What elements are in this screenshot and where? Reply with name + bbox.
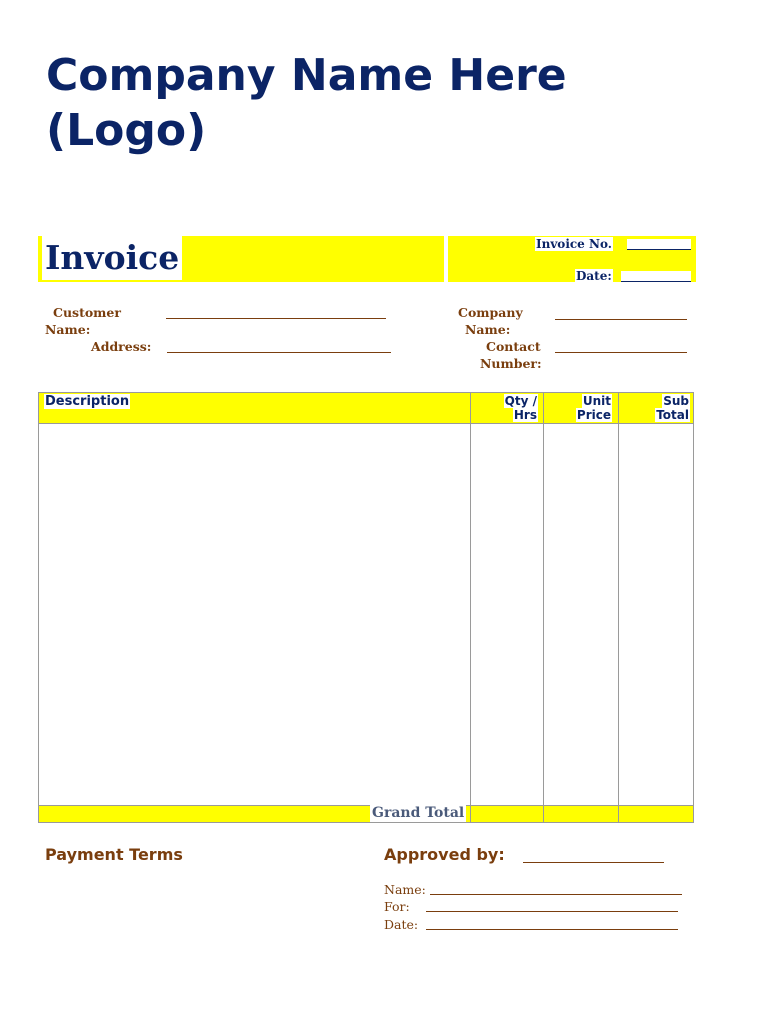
sign-date-label: Date: <box>384 917 419 932</box>
invoice-heading: Invoice <box>42 236 182 280</box>
company-title-line2: (Logo) <box>46 105 207 156</box>
contact-number-label-line1: Contact <box>486 339 541 354</box>
invoice-number-label: Invoice No. <box>536 237 612 251</box>
column-divider <box>543 392 544 823</box>
payment-terms-heading: Payment Terms <box>45 845 183 864</box>
sign-name-label: Name: <box>384 882 426 897</box>
customer-name-field[interactable] <box>166 318 386 319</box>
invoice-number-field[interactable] <box>627 239 691 250</box>
sub-header-line1: Sub <box>663 394 689 408</box>
qty-header-line2: Hrs <box>513 408 537 422</box>
qty-header-line1: Qty / <box>504 394 537 408</box>
sign-for-label: For: <box>384 899 410 914</box>
column-header-qty <box>472 394 538 422</box>
column-divider <box>470 392 471 823</box>
items-table <box>38 392 694 823</box>
column-header-description: Description <box>45 394 130 409</box>
approved-by-field[interactable] <box>523 862 664 863</box>
column-divider <box>618 392 619 823</box>
customer-name-label-line2: Name: <box>45 322 91 337</box>
company-title <box>46 48 646 158</box>
column-header-unit-price <box>545 394 612 422</box>
customer-name-label-line1: Customer <box>53 305 121 320</box>
sign-for-field[interactable] <box>426 911 678 912</box>
contact-number-field[interactable] <box>555 352 687 353</box>
customer-address-label: Address: <box>91 339 152 354</box>
grand-total-label: Grand Total <box>372 805 465 821</box>
unit-header-line1: Unit <box>582 394 611 408</box>
company-name-field[interactable] <box>555 319 687 320</box>
customer-address-field[interactable] <box>167 352 391 353</box>
sign-date-field[interactable] <box>426 929 678 930</box>
invoice-date-field[interactable] <box>621 271 691 282</box>
column-header-sub-total <box>620 394 690 422</box>
company-name-label-line2: Name: <box>465 322 511 337</box>
company-name-label-line1: Company <box>458 305 523 320</box>
contact-number-label-line2: Number: <box>480 356 542 371</box>
sub-header-line2: Total <box>656 408 689 422</box>
approved-by-heading: Approved by: <box>384 845 505 864</box>
company-title-line1: Company Name Here <box>46 50 567 101</box>
invoice-date-label: Date: <box>576 269 612 283</box>
unit-header-line2: Price <box>576 408 611 422</box>
sign-name-field[interactable] <box>430 894 682 895</box>
